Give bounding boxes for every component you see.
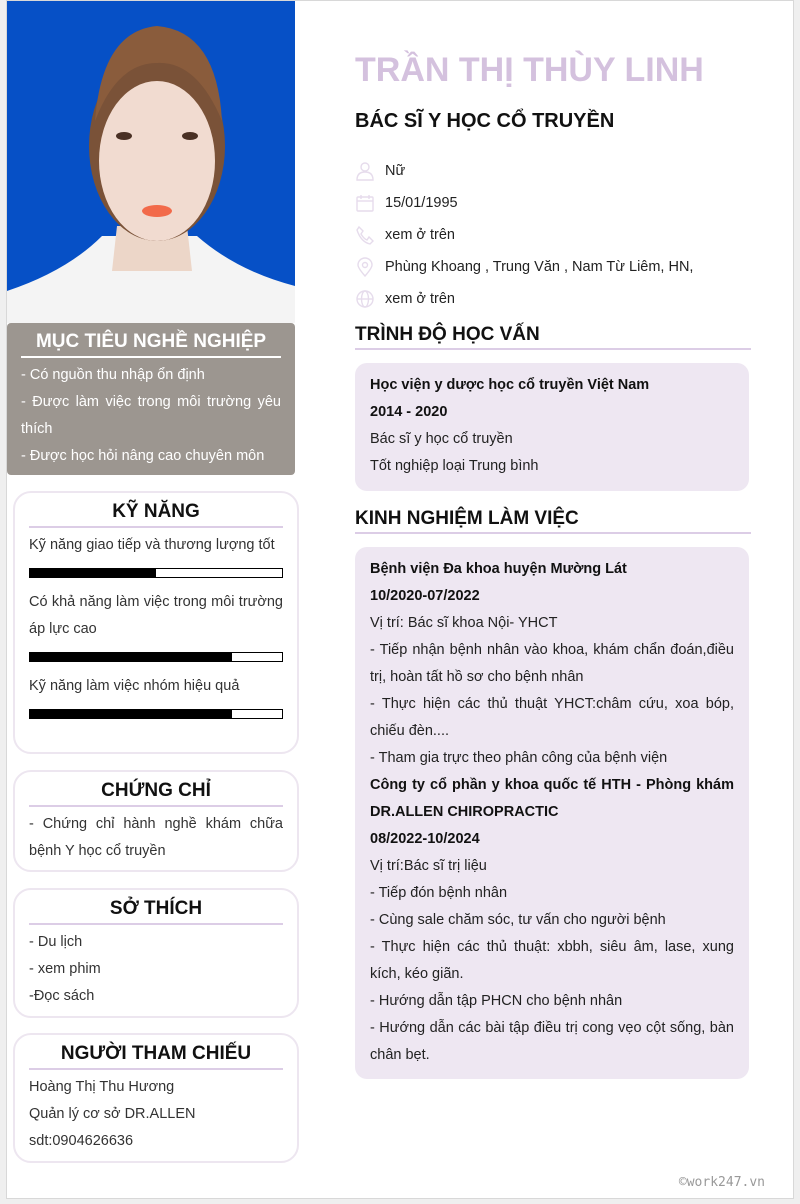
references-section: [13, 1033, 299, 1163]
text-line: Công ty cổ phần y khoa quốc tế HTH - Phòng khám DR.ALLEN CHIROPRACTIC: [370, 777, 734, 820]
text-line: - Hướng dẫn tập PHCN cho bệnh nhân: [370, 993, 623, 1009]
section-title: SỞ THÍCH: [29, 898, 283, 925]
career-objective-section: [7, 323, 295, 475]
skill-level-bar: [29, 568, 283, 578]
text-line: - Chứng chỉ hành nghề khám chữa bệnh Y học cổ truyền: [29, 816, 283, 859]
watermark: ©work247.vn: [678, 1175, 765, 1190]
user-icon: [355, 161, 375, 181]
skill-level-fill: [30, 653, 232, 661]
phone-icon: [355, 225, 375, 245]
info-row: [355, 219, 693, 251]
info-row: [355, 187, 693, 219]
text-line: 08/2022-10/2024: [370, 831, 480, 847]
candidate-name: TRẦN THỊ THÙY LINH: [355, 51, 704, 89]
text-line: Có khả năng làm việc trong môi trường áp lực cao: [29, 594, 283, 637]
text-line: Kỹ năng làm việc nhóm hiệu quả: [29, 678, 240, 694]
text-line: Quản lý cơ sở DR.ALLEN: [29, 1106, 196, 1122]
text-line: - Có nguồn thu nhập ổn định: [21, 367, 205, 383]
section-title: MỤC TIÊU NGHỀ NGHIỆP: [21, 331, 281, 358]
education-box: [355, 363, 749, 491]
info-text: Phùng Khoang , Trung Văn , Nam Từ Liêm, HN,: [385, 259, 694, 275]
skill-level-bar: [29, 709, 283, 719]
text-line: - Hướng dẫn các bài tập điều trị cong vẹo cột sống, bàn chân bẹt.: [370, 1020, 734, 1063]
text-line: - xem phim: [29, 961, 101, 977]
experience-title: KINH NGHIỆM LÀM VIỆC: [355, 508, 751, 534]
text-line: - Du lịch: [29, 934, 83, 950]
text-line: Kỹ năng giao tiếp và thương lượng tốt: [29, 537, 275, 553]
section-title: CHỨNG CHỈ: [29, 780, 283, 807]
text-line: -Đọc sách: [29, 988, 95, 1004]
text-line: - Tham gia trực theo phân công của bệnh viện: [370, 750, 668, 766]
text-line: 2014 - 2020: [370, 404, 448, 420]
skill-level-fill: [30, 710, 232, 718]
experience-box: [355, 547, 749, 1079]
section-title: KỸ NĂNG: [29, 501, 283, 528]
info-row: [355, 155, 693, 187]
cv-page: [6, 0, 794, 1199]
info-text: Nữ: [385, 163, 406, 179]
text-line: Học viện y dược học cổ truyền Việt Nam: [370, 377, 650, 393]
text-line: Bác sĩ y học cổ truyền: [370, 431, 513, 447]
text-line: - Tiếp đón bệnh nhân: [370, 885, 508, 901]
calendar-icon: [355, 193, 375, 213]
section-title: NGƯỜI THAM CHIẾU: [29, 1043, 283, 1070]
info-row: [355, 251, 693, 283]
text-line: Tốt nghiệp loại Trung bình: [370, 458, 539, 474]
profile-photo: [7, 1, 295, 323]
info-row: [355, 283, 693, 315]
text-line: sdt:0904626636: [29, 1133, 134, 1149]
skill-level-bar: [29, 652, 283, 662]
text-line: - Được làm việc trong môi trường yêu thích: [21, 394, 281, 437]
info-text: xem ở trên: [385, 227, 455, 243]
personal-info: [355, 155, 693, 315]
info-text: 15/01/1995: [385, 195, 458, 211]
text-line: - Cùng sale chăm sóc, tư vấn cho người bệnh: [370, 912, 666, 928]
skills-section: [13, 491, 299, 754]
text-line: - Tiếp nhận bệnh nhân vào khoa, khám chẩn đoán,điều trị, hoàn tất hồ sơ cho bệnh nhân: [370, 642, 734, 685]
text-line: 10/2020-07/2022: [370, 588, 480, 604]
text-line: Vị trí: Bác sĩ khoa Nội- YHCT: [370, 615, 558, 631]
certificates-section: [13, 770, 299, 872]
globe-icon: [355, 289, 375, 309]
text-line: Bệnh viện Đa khoa huyện Mường Lát: [370, 561, 627, 577]
job-title: BÁC SĨ Y HỌC CỔ TRUYỀN: [355, 110, 615, 132]
hobbies-section: [13, 888, 299, 1018]
education-title: TRÌNH ĐỘ HỌC VẤN: [355, 324, 751, 350]
location-icon: [355, 257, 375, 277]
text-line: - Được học hỏi nâng cao chuyên môn: [21, 448, 265, 464]
skill-level-fill: [30, 569, 156, 577]
text-line: Vị trí:Bác sĩ trị liệu: [370, 858, 487, 874]
text-line: Hoàng Thị Thu Hương: [29, 1079, 175, 1095]
info-text: xem ở trên: [385, 291, 455, 307]
text-line: - Thực hiện các thủ thuật: xbbh, siêu âm, lase, xung kích, kéo giãn.: [370, 939, 734, 982]
text-line: - Thực hiện các thủ thuật YHCT:châm cứu, xoa bóp, chiếu đèn....: [370, 696, 734, 739]
